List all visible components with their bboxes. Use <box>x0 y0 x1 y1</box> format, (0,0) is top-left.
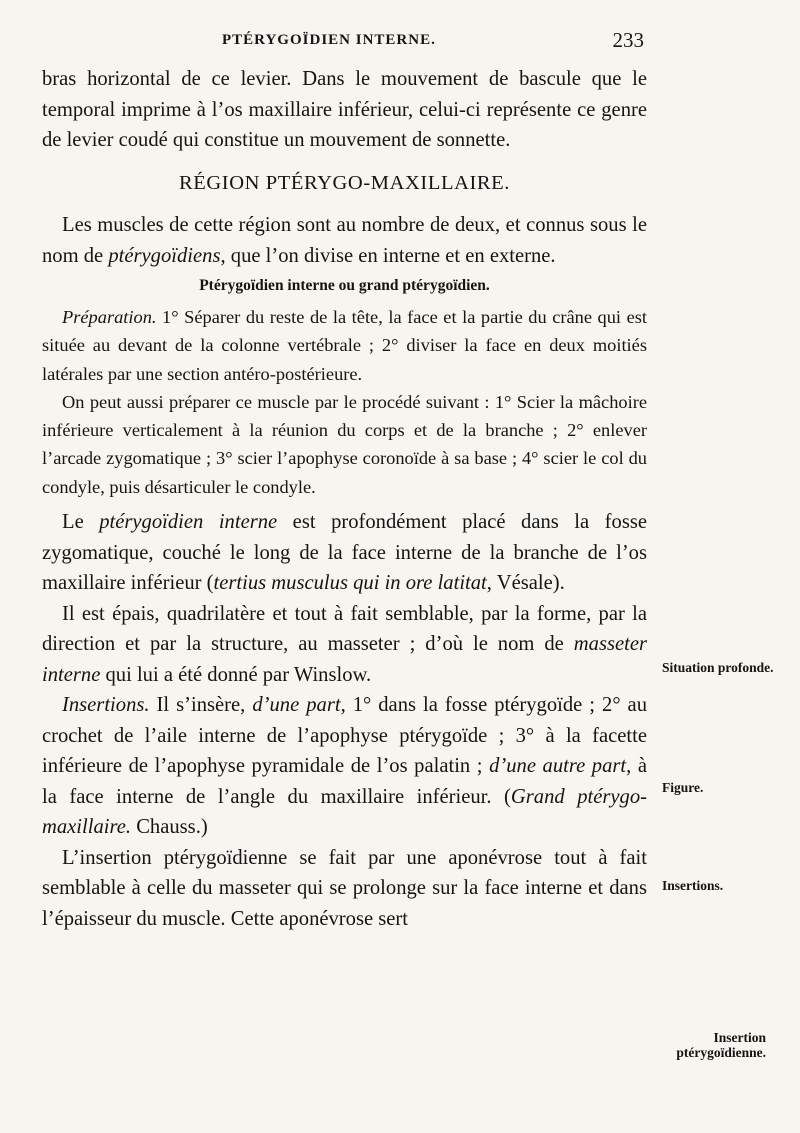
margin-note-situation: Situation profonde. <box>662 660 774 675</box>
preparation-label: Préparation. <box>62 307 157 327</box>
section-heading: RÉGION PTÉRYGO-MAXILLAIRE. <box>178 171 511 194</box>
page-header <box>42 28 644 56</box>
running-title: PTÉRYGOÏDIEN INTERNE. <box>222 32 436 48</box>
emphasis: ptérygoïdien interne <box>99 511 278 534</box>
paragraph-aponeurosis: L’insertion ptérygoïdienne se fait par une aponévrose tout à fait semblable à celle du masseter qui se prolonge sur la face interne et dans l’épaisseur du muscle. Cette aponévrose sert <box>42 846 647 930</box>
text: , 1° dans la fosse ptérygoïde ; 2° au crochet de l’aile interne de l’apophyse ptérygoïde ; 3° à la facette inférieure de l’apophyse pyramidale de l’os palatin ; <box>42 694 647 778</box>
text: Le <box>62 511 100 534</box>
insertions-label: Insertions. <box>62 694 150 717</box>
text: , à la face interne de l’angle du maxillaire inférieur. ( <box>42 755 647 808</box>
emphasis: tertius musculus qui in ore latitat <box>213 572 487 595</box>
subheading: Ptérygoïdien interne ou grand ptérygoïdien. <box>199 277 490 294</box>
text: , Vésale). <box>486 572 565 595</box>
text: 1° Séparer du reste de la tête, la face et la partie du crâne qui est située au devant de la colonne vertébrale ; 2° diviser la face en deux moitiés latérales par une section antéro-postérieure. <box>42 307 647 384</box>
text: Il est épais, quadrilatère et tout à fait semblable, par la forme, par la direction et par la structure, au masseter ; d’où le nom de <box>42 602 647 656</box>
text: Il s’insère, <box>149 694 253 717</box>
margin-note-figure: Figure. <box>662 780 704 795</box>
paragraph-alt-preparation: On peut aussi préparer ce muscle par le procédé suivant : 1° Scier la mâchoire inférieure verticalement à la réunion du corps et de la branche ; 2° enlever l’arcade zygomatique ; 3° scier l’apophyse coronoïde à sa base ; 4° scier le col du condyle, puis désarticuler le condyle. <box>42 391 647 497</box>
text: Les muscles de cette région sont au nombre de deux, et connus sous le nom de <box>42 214 647 267</box>
emphasis: Grand ptérygo-maxillaire. <box>42 785 647 839</box>
paragraph-preparation <box>42 303 647 388</box>
text: Chauss.) <box>131 816 208 839</box>
text: est profondément placé dans la fosse zygomatique, couché le long de la face interne de la branche de l’os maxillaire inférieur ( <box>42 511 647 595</box>
page-number: 233 <box>612 28 644 52</box>
paragraph-insertions <box>42 690 647 843</box>
margin-note-insertions: Insertions. <box>662 878 724 893</box>
paragraph-figure <box>42 599 647 691</box>
emphasis: d’une autre part <box>489 755 627 778</box>
text: , que l’on divise en interne et en externe. <box>220 244 556 267</box>
emphasis: ptérygoïdiens <box>108 244 221 267</box>
body-text <box>42 64 647 934</box>
emphasis: masseter interne <box>42 633 647 686</box>
paragraph-lever: bras horizontal de ce levier. Dans le mouvement de bascule que le temporal imprime à l’os maxillaire inférieur, celui-ci représente ce genre de levier coudé qui constitue un mouvement de sonnette. <box>42 68 647 151</box>
text: qui lui a été donné par Winslow. <box>100 663 372 686</box>
paragraph-region-intro <box>42 210 647 271</box>
emphasis: d’une part <box>252 694 341 717</box>
paragraph-situation <box>42 507 647 599</box>
margin-note-insertion-pterygoidienne: Insertion ptérygoïdienne. <box>676 1030 766 1060</box>
